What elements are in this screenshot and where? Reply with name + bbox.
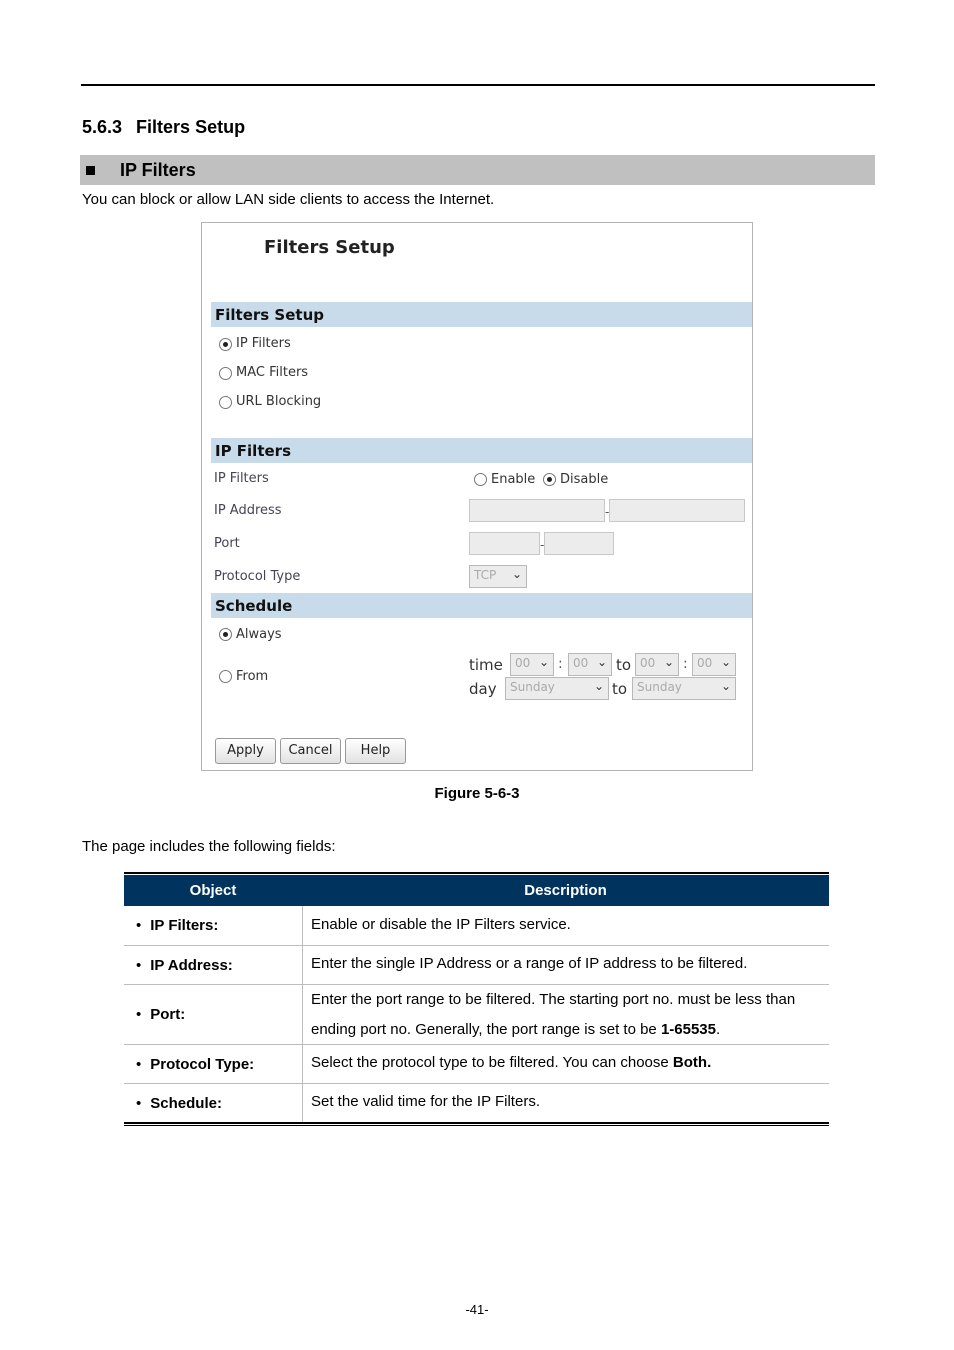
table-row: [124, 946, 829, 985]
chevron-down-icon: ⌄: [593, 679, 604, 693]
from-day-value: Sunday: [510, 680, 555, 694]
table-row: [124, 906, 829, 946]
day-to-label: to: [612, 680, 628, 698]
table-header: [124, 875, 829, 906]
always-label: Always: [236, 627, 282, 642]
port-start-input[interactable]: [469, 532, 540, 555]
row-object: • Schedule:: [136, 1095, 222, 1112]
row-description-text: Enter the port range to be filtered. The starting port no. must be less than ending port no. Generally, the port range is set to be: [311, 991, 796, 1038]
from-hour-select[interactable]: [510, 653, 554, 676]
page-number: -41-: [465, 1302, 489, 1317]
header-description: Description: [524, 882, 607, 899]
intro-text: You can block or allow LAN side clients to access the Internet.: [82, 191, 495, 208]
from-minute-select[interactable]: [568, 653, 612, 676]
protocol-type-field-label: Protocol Type: [214, 569, 301, 584]
disable-radio[interactable]: [543, 473, 556, 486]
protocol-value: TCP: [474, 568, 497, 582]
protocol-type-select[interactable]: [469, 565, 527, 588]
ip-address-field-label: IP Address: [214, 503, 282, 518]
from-day-select[interactable]: [505, 677, 609, 700]
table-row: [124, 1084, 829, 1122]
band-label: Schedule: [215, 597, 293, 615]
port-end-input[interactable]: [544, 532, 614, 555]
disable-label: Disable: [560, 472, 609, 487]
band-label: IP Filters: [215, 442, 291, 460]
chevron-down-icon: ⌄: [596, 655, 607, 669]
always-radio[interactable]: [219, 628, 232, 641]
table-row: [124, 1045, 829, 1084]
apply-button[interactable]: Apply: [215, 738, 276, 764]
to-hour-select[interactable]: [635, 653, 679, 676]
row-object: • Protocol Type:: [136, 1056, 254, 1073]
enable-label: Enable: [491, 472, 536, 487]
help-button[interactable]: Help: [345, 738, 406, 764]
enable-radio[interactable]: [474, 473, 487, 486]
figure-caption: Figure 5-6-3: [434, 785, 520, 802]
row-description: [311, 1048, 821, 1078]
to-hour-value: 00: [640, 656, 656, 670]
row-object: • Port:: [136, 1006, 185, 1023]
row-description: Enable or disable the IP Filters service.: [311, 916, 571, 933]
to-minute-select[interactable]: [692, 653, 736, 676]
cancel-button[interactable]: Cancel: [280, 738, 341, 764]
filters-setup-band: [211, 302, 752, 327]
port-range-dash: -: [540, 538, 545, 552]
top-rule: [81, 84, 875, 86]
url-blocking-option-label: URL Blocking: [236, 394, 322, 409]
time-label: time: [469, 656, 503, 674]
row-description-text: Select the protocol type to be filtered. You can choose: [311, 1054, 673, 1071]
to-day-value: Sunday: [637, 680, 682, 694]
row-description: Set the valid time for the IP Filters.: [311, 1093, 540, 1110]
day-label: day: [469, 680, 497, 698]
ip-address-start-input[interactable]: [469, 499, 605, 522]
table-top-rule: [124, 872, 829, 874]
ip-filters-option-label: IP Filters: [236, 336, 291, 351]
row-description-text: .: [716, 1021, 721, 1038]
screenshot-page-title: Filters Setup: [264, 237, 395, 258]
row-description: Enter the single IP Address or a range of IP address to be filtered.: [311, 955, 748, 972]
row-object: • IP Address:: [136, 957, 233, 974]
from-minute-value: 00: [573, 656, 589, 670]
ip-range-dash: -: [605, 505, 610, 519]
from-label: From: [236, 669, 269, 684]
mac-filters-radio[interactable]: [219, 367, 232, 380]
filters-setup-screenshot: [201, 222, 753, 771]
time-colon: :: [683, 656, 688, 672]
from-radio[interactable]: [219, 670, 232, 683]
time-to-label: to: [616, 656, 632, 674]
square-bullet-icon: [86, 166, 95, 175]
from-hour-value: 00: [515, 656, 531, 670]
chevron-down-icon: ⌄: [511, 567, 522, 581]
ip-filters-field-label: IP Filters: [214, 471, 269, 486]
section-title: Filters Setup: [136, 117, 246, 137]
band-label: Filters Setup: [215, 306, 324, 324]
header-object: Object: [189, 882, 237, 899]
chevron-down-icon: ⌄: [720, 679, 731, 693]
chevron-down-icon: ⌄: [538, 655, 549, 669]
to-day-select[interactable]: [632, 677, 736, 700]
table-row: [124, 985, 829, 1045]
to-minute-value: 00: [697, 656, 713, 670]
port-field-label: Port: [214, 536, 240, 551]
mac-filters-option-label: MAC Filters: [236, 365, 309, 380]
row-description-bold: 1-65535: [660, 1021, 716, 1038]
url-blocking-radio[interactable]: [219, 396, 232, 409]
row-description: [311, 985, 821, 1045]
table-column-divider: [302, 906, 303, 1122]
chevron-down-icon: ⌄: [720, 655, 731, 669]
table-bottom-rule: [124, 1125, 829, 1126]
ip-address-end-input[interactable]: [609, 499, 745, 522]
section-number: 5.6.3: [82, 117, 123, 137]
row-description-bold: Both.: [672, 1054, 712, 1071]
row-object: • IP Filters:: [136, 917, 218, 934]
time-colon: :: [558, 656, 563, 672]
subsection-bar: [80, 155, 875, 185]
ip-filters-radio[interactable]: [219, 338, 232, 351]
schedule-band: [211, 593, 752, 618]
section-heading: [82, 117, 245, 138]
table-bottom-rule: [124, 1122, 829, 1124]
chevron-down-icon: ⌄: [663, 655, 674, 669]
ip-filters-band: [211, 438, 752, 463]
fields-lead: The page includes the following fields:: [82, 838, 336, 855]
subsection-title: IP Filters: [120, 160, 196, 180]
